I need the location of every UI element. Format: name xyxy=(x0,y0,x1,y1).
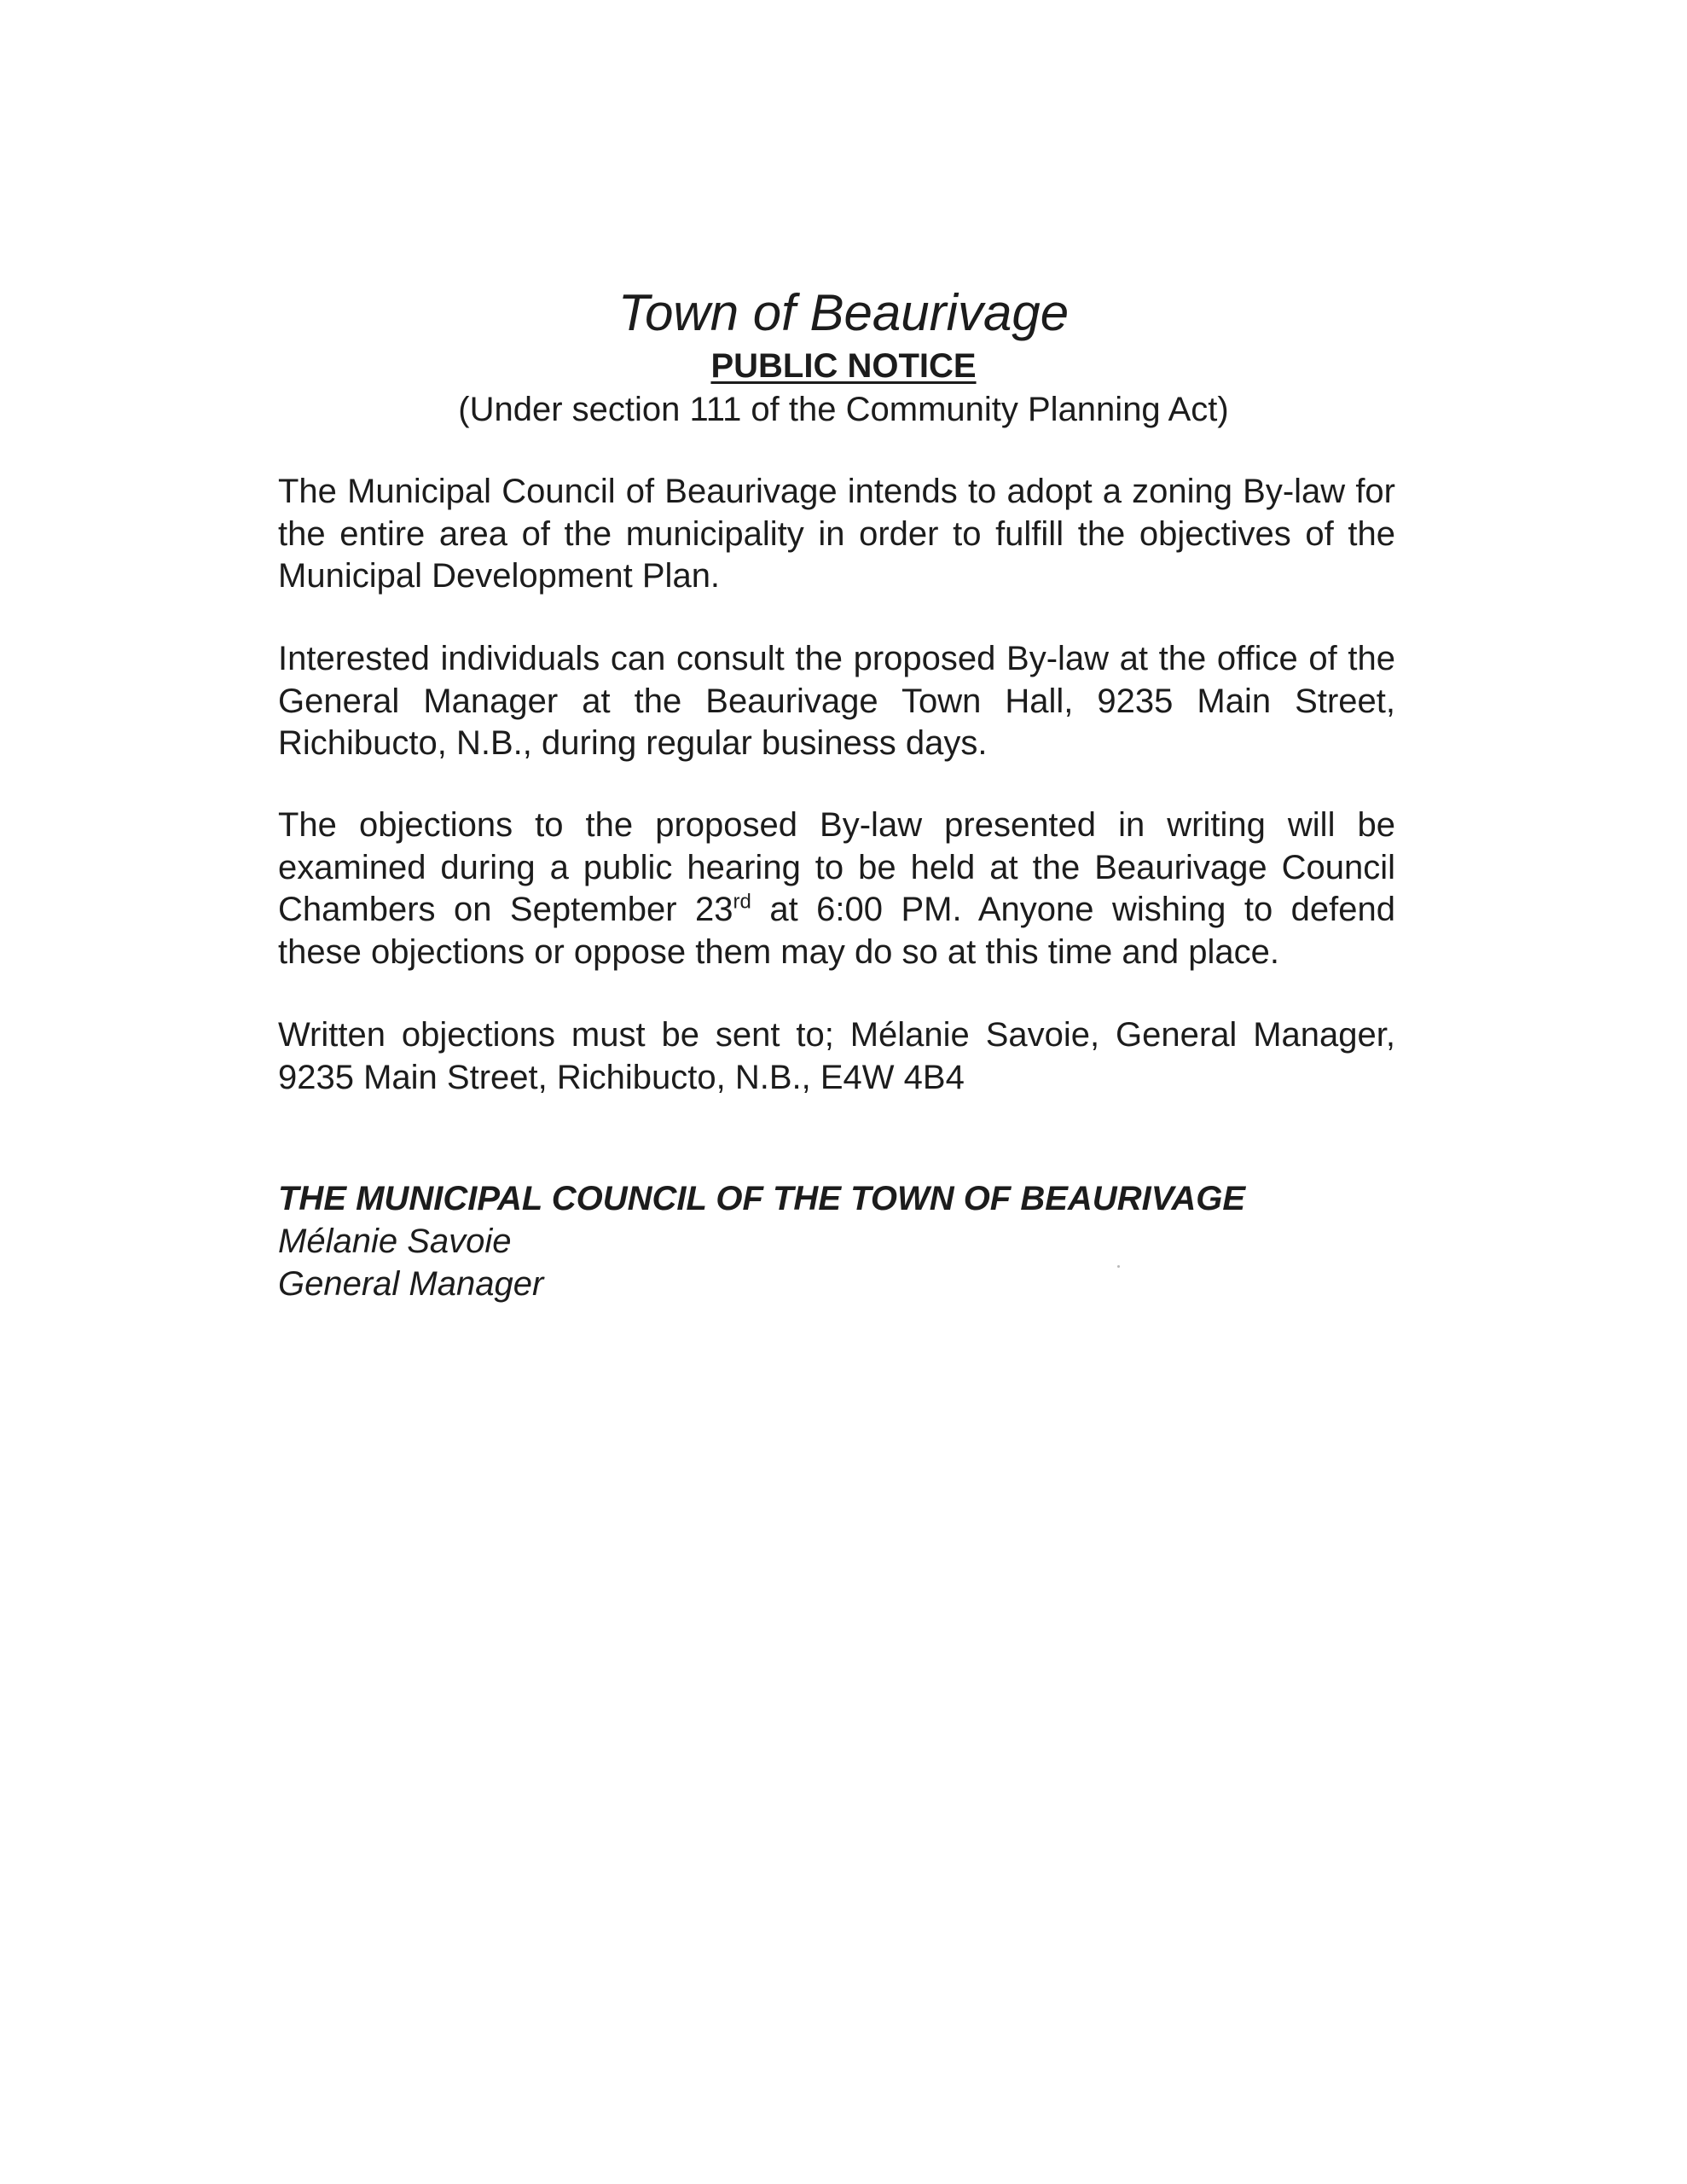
notice-authority: (Under section 111 of the Community Planning Act) xyxy=(458,391,1229,428)
paragraph-hearing xyxy=(278,804,1395,973)
signature-name: Mélanie Savoie xyxy=(278,1223,512,1260)
paragraph-consultation: Interested individuals can consult the proposed By-law at the office of the General Manager at the Beaurivage Town Hall, 9235 Main Street, Richibucto, N.B., during regular business days. xyxy=(278,640,1395,762)
hearing-date-ordinal: rd xyxy=(733,890,751,914)
signature-organization: THE MUNICIPAL COUNCIL OF THE TOWN OF BEAURIVAGE xyxy=(278,1180,1246,1217)
scan-speck xyxy=(1117,1265,1120,1268)
signature-title: General Manager xyxy=(278,1265,544,1303)
paragraph-submission: Written objections must be sent to; Mélanie Savoie, General Manager, 9235 Main Street, Richibucto, N.B., E4W 4B4 xyxy=(278,1016,1395,1096)
hearing-text-after: at 6:00 PM. Anyone wishing to defend these objections or oppose them may do so at this time and place. xyxy=(278,891,1395,971)
town-title: Town of Beaurivage xyxy=(617,284,1070,341)
hearing-text-before: The objections to the proposed By-law presented in writing will be examined during a public hearing to be held at the Beaurivage Council Chambers on September 23 xyxy=(278,806,1395,928)
notice-heading xyxy=(0,345,1687,387)
notice-heading-text: PUBLIC NOTICE xyxy=(710,347,977,385)
paragraph-intent: The Municipal Council of Beaurivage intends to adopt a zoning By-law for the entire area of the municipality in order to fulfill the objectives of the Municipal Development Plan. xyxy=(278,473,1395,595)
